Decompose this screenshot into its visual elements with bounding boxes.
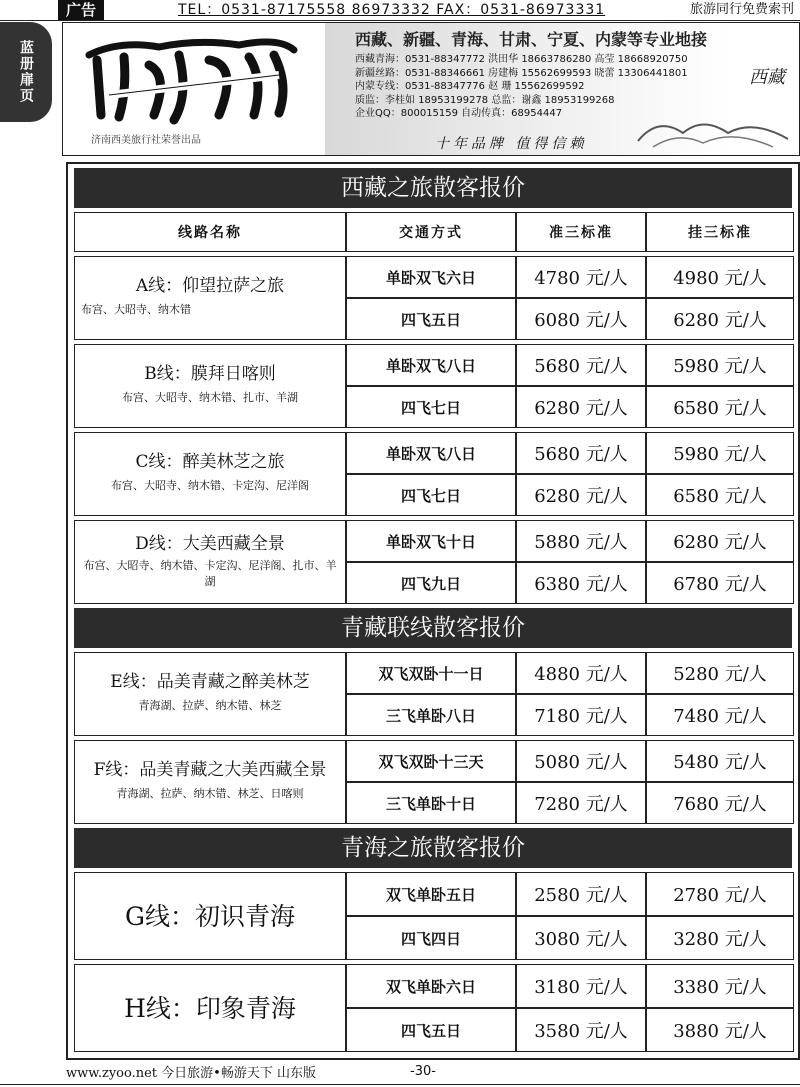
route-cell <box>74 872 346 960</box>
transport: 双飞双卧十三天 <box>346 740 516 782</box>
route-row <box>74 344 794 428</box>
price-std3: 5880 元/人 <box>516 520 646 562</box>
route-stops: 青海湖、拉萨、纳木错、林芝、日喀则 <box>116 787 304 800</box>
price-star3: 3380 元/人 <box>646 964 794 1008</box>
transport: 三飞单卧十日 <box>346 782 516 824</box>
contact-info <box>325 23 799 155</box>
table-header-row <box>74 212 794 252</box>
route-row <box>74 740 794 824</box>
transport: 双飞单卧五日 <box>346 872 516 916</box>
price-star3: 6280 元/人 <box>646 298 794 340</box>
price-star3: 4980 元/人 <box>646 256 794 298</box>
price-std3: 2580 元/人 <box>516 872 646 916</box>
price-star3: 5980 元/人 <box>646 344 794 386</box>
route-row <box>74 964 794 1052</box>
price-std3: 5080 元/人 <box>516 740 646 782</box>
bottom-divider <box>0 1084 800 1085</box>
transport: 四飞五日 <box>346 1008 516 1052</box>
contact-line-2: 新疆丝路：0531-88346661 房建梅 15562699593 晓蕾 13306441801 <box>355 67 688 79</box>
price-star3: 7480 元/人 <box>646 694 794 736</box>
price-std3: 5680 元/人 <box>516 432 646 474</box>
price-std3: 7280 元/人 <box>516 782 646 824</box>
price-std3: 6080 元/人 <box>516 298 646 340</box>
route-name: E线：品美青藏之醉美林芝 <box>110 672 310 692</box>
xiyouji-logo <box>79 35 304 125</box>
ad-tag: 广告 <box>58 0 104 20</box>
agency-header <box>62 22 800 156</box>
header-transport: 交通方式 <box>346 212 516 252</box>
price-star3: 5280 元/人 <box>646 652 794 694</box>
price-star3: 7680 元/人 <box>646 782 794 824</box>
route-row <box>74 652 794 736</box>
route-name: G线：初识青海 <box>125 902 295 931</box>
price-std3: 7180 元/人 <box>516 694 646 736</box>
route-cell <box>74 256 346 340</box>
route-row <box>74 256 794 340</box>
contact-line: TEL：0531-87175558 86973332 FAX：0531-86973331 <box>178 2 606 18</box>
route-name: D线：大美西藏全景 <box>135 534 285 554</box>
route-row <box>74 520 794 604</box>
route-stops: 布宫、大昭寺、纳木错、卡定沟、尼洋阁、扎市、羊湖 <box>83 559 337 588</box>
slogan: 十年品牌 值得信赖 <box>435 136 588 152</box>
price-star3: 6580 元/人 <box>646 386 794 428</box>
transport: 双飞双卧十一日 <box>346 652 516 694</box>
contact-line-1: 西藏青海：0531-88347772 洪田华 18663786280 高莹 18668920750 <box>355 54 688 65</box>
price-std3: 4780 元/人 <box>516 256 646 298</box>
price-std3: 6380 元/人 <box>516 562 646 604</box>
price-std3: 3580 元/人 <box>516 1008 646 1052</box>
route-name: A线：仰望拉萨之旅 <box>135 276 285 296</box>
price-std3: 6280 元/人 <box>516 386 646 428</box>
publication-title: 旅游同行免费索刊 <box>689 2 794 17</box>
services-title: 西藏、新疆、青海、甘肃、宁夏、内蒙等专业地接 <box>355 30 708 49</box>
price-std3: 4880 元/人 <box>516 652 646 694</box>
route-stops: 布宫、大昭寺、纳木错、扎市、羊湖 <box>122 391 298 404</box>
logo-subtitle: 济南西美旅行社荣誉出品 <box>91 135 201 146</box>
price-std3: 3080 元/人 <box>516 916 646 960</box>
contact-line-4: 质监：李桂如 18953199278 总监：谢鑫 18953199268 <box>355 94 615 106</box>
transport: 单卧双飞八日 <box>346 344 516 386</box>
route-stops: 布宫、大昭寺、纳木错、卡定沟、尼洋阁 <box>111 479 309 492</box>
route-cell <box>74 740 346 824</box>
cloud-decoration <box>633 111 793 151</box>
price-star3: 2780 元/人 <box>646 872 794 916</box>
route-name: F线：品美青藏之大美西藏全景 <box>93 760 327 780</box>
side-tab: 蓝册扉页 <box>0 22 52 122</box>
route-row <box>74 872 794 960</box>
transport: 单卧双飞八日 <box>346 432 516 474</box>
route-row <box>74 432 794 516</box>
contact-line-3: 内蒙专线：0531-88347776 赵 珊 15562699592 <box>355 81 585 92</box>
route-name: B线：膜拜日喀则 <box>144 364 276 384</box>
route-name: C线：醉美林芝之旅 <box>135 452 285 472</box>
route-cell <box>74 520 346 604</box>
price-std3: 3180 元/人 <box>516 964 646 1008</box>
logo-area <box>63 23 323 155</box>
section-title-tibet: 西藏之旅散客报价 <box>74 168 792 208</box>
route-cell <box>74 432 346 516</box>
transport: 三飞单卧八日 <box>346 694 516 736</box>
price-star3: 3880 元/人 <box>646 1008 794 1052</box>
route-cell <box>74 652 346 736</box>
price-std3: 5680 元/人 <box>516 344 646 386</box>
transport: 单卧双飞十日 <box>346 520 516 562</box>
price-star3: 6780 元/人 <box>646 562 794 604</box>
transport: 四飞九日 <box>346 562 516 604</box>
price-star3: 5480 元/人 <box>646 740 794 782</box>
transport: 四飞七日 <box>346 474 516 516</box>
price-std3: 6280 元/人 <box>516 474 646 516</box>
page-number: -30- <box>410 1064 436 1079</box>
route-stops: 青海湖、拉萨、纳木错、林芝 <box>138 699 282 712</box>
header-route: 线路名称 <box>74 212 346 252</box>
transport: 单卧双飞六日 <box>346 256 516 298</box>
price-table <box>66 162 800 1060</box>
section-title-qinghai-tibet: 青藏联线散客报价 <box>74 608 792 648</box>
header-star3: 挂三标准 <box>646 212 794 252</box>
price-star3: 3280 元/人 <box>646 916 794 960</box>
route-stops: 布宫、大昭寺、纳木错 <box>81 303 191 316</box>
top-bar <box>0 0 800 21</box>
route-cell <box>74 344 346 428</box>
price-star3: 6580 元/人 <box>646 474 794 516</box>
transport: 四飞四日 <box>346 916 516 960</box>
price-star3: 6280 元/人 <box>646 520 794 562</box>
footer-site: www.zyoo.net 今日旅游•畅游天下 山东版 <box>66 1066 316 1081</box>
contact-line-5: 企业QQ：800015159 自动传真：68954447 <box>355 108 563 119</box>
transport: 四飞七日 <box>346 386 516 428</box>
section-title-qinghai: 青海之旅散客报价 <box>74 828 792 868</box>
route-name: H线：印象青海 <box>124 994 296 1023</box>
route-cell <box>74 964 346 1052</box>
header-std3: 准三标准 <box>516 212 646 252</box>
transport: 四飞五日 <box>346 298 516 340</box>
transport: 双飞单卧六日 <box>346 964 516 1008</box>
calligraphy: 西藏 <box>749 67 785 88</box>
price-star3: 5980 元/人 <box>646 432 794 474</box>
